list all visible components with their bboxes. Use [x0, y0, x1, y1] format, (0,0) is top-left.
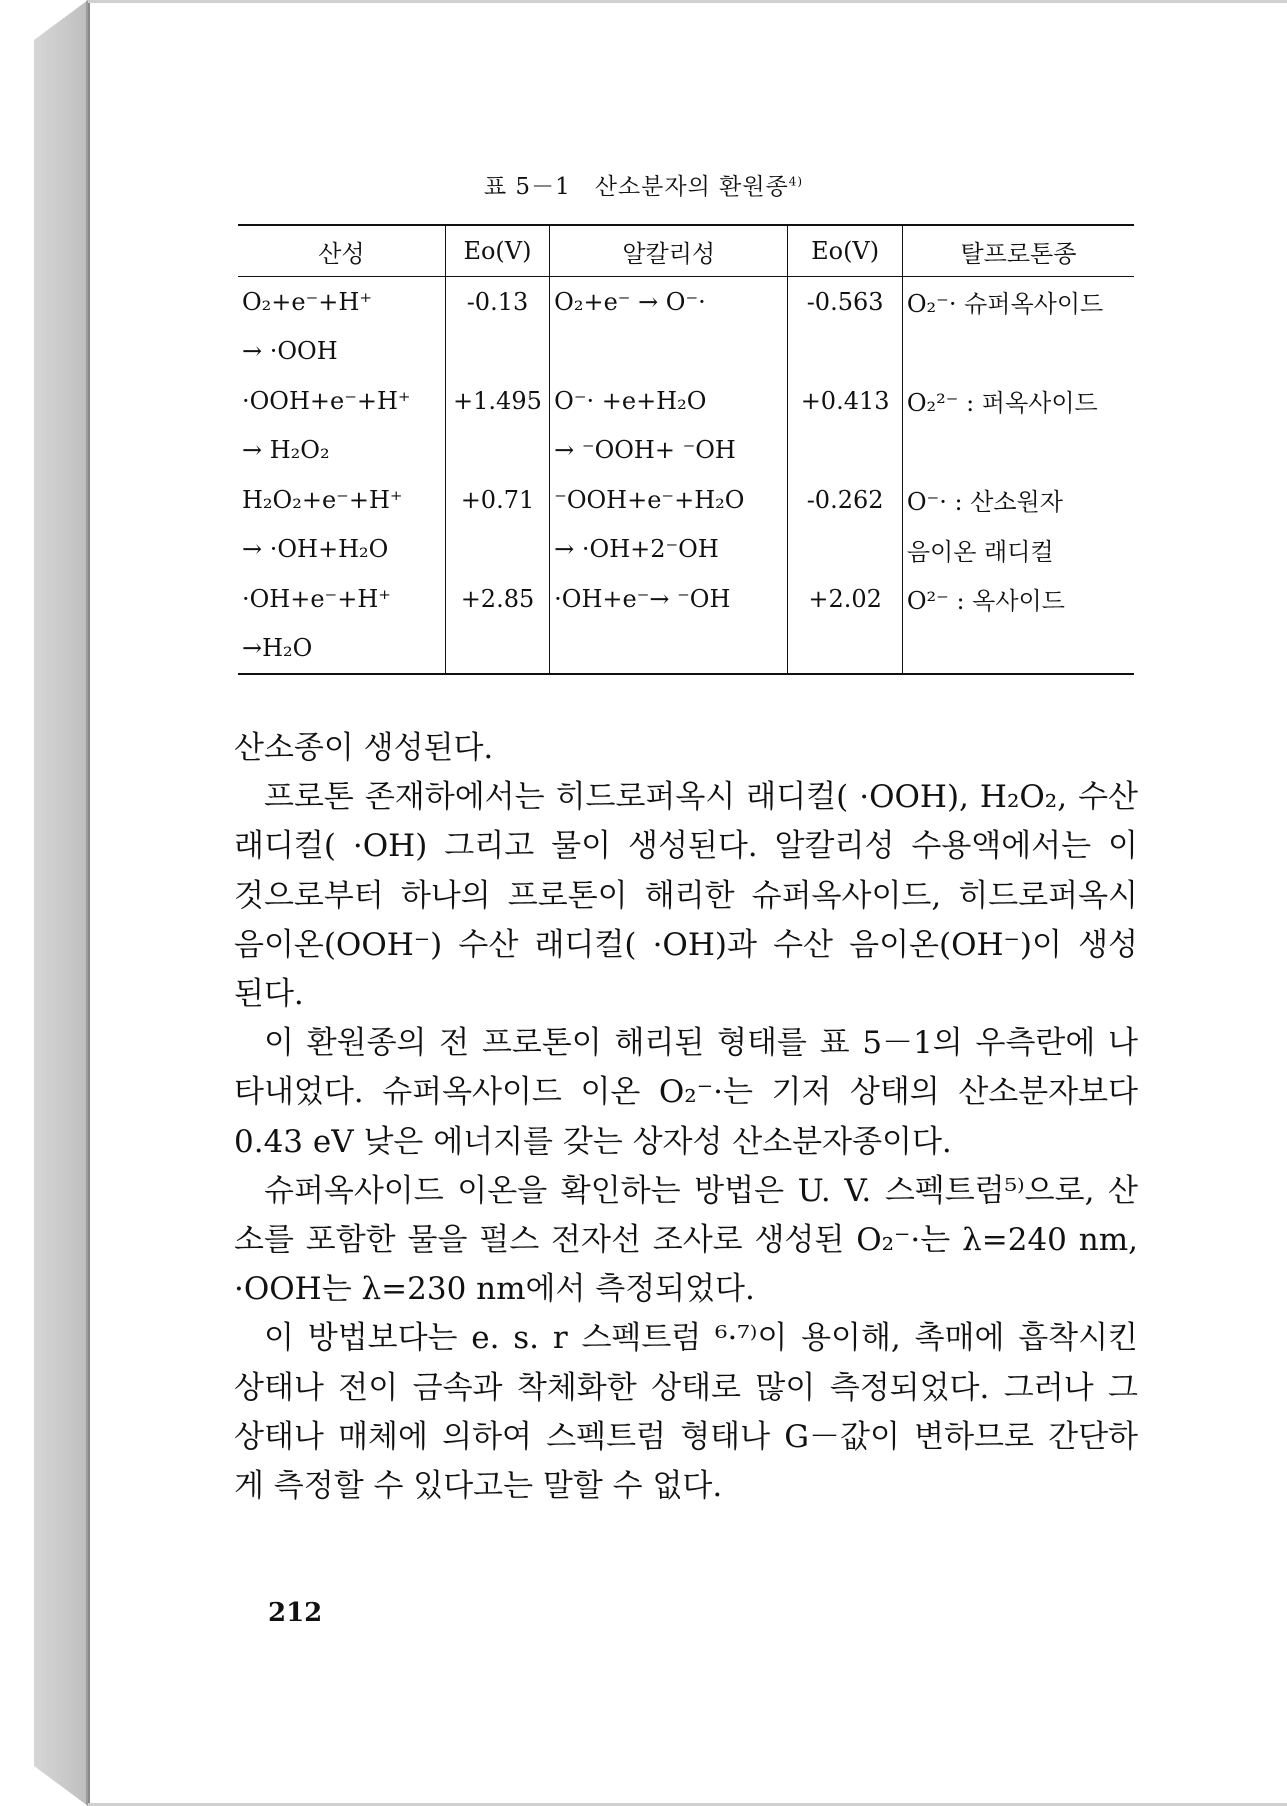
- table-cell: [788, 525, 903, 575]
- table-cell: →H₂O: [238, 624, 445, 675]
- table-cell: [445, 624, 549, 675]
- table-caption-text: 표 5－1 산소분자의 환원종: [483, 174, 789, 200]
- table-row: [238, 475, 1134, 525]
- table-row: [238, 376, 1134, 426]
- reduction-species-table: [238, 224, 1134, 675]
- table-cell: [788, 426, 903, 476]
- table-cell: ·OH+e⁻→ ⁻OH: [550, 574, 788, 624]
- table-caption: [0, 168, 1287, 201]
- table-cell: -0.13: [445, 277, 549, 327]
- text-line: 이 환원종의 전 프로톤이 해리된 형태를 표 5－1의 우측란에 나: [264, 1025, 1138, 1062]
- book-spine: [34, 0, 88, 1806]
- table-cell: → ·OH+2⁻OH: [550, 525, 788, 575]
- table-cell: [788, 327, 903, 377]
- table-cell: [788, 624, 903, 675]
- text-line: 래디컬( ·OH) 그리고 물이 생성된다. 알칼리성 수용액에서는 이: [234, 828, 1138, 865]
- table-cell: [445, 525, 549, 575]
- text-line: 것으로부터 하나의 프로톤이 해리한 슈퍼옥사이드, 히드로퍼옥시: [234, 877, 1138, 914]
- header-deprotonated: 탈프로톤종: [902, 225, 1134, 277]
- table-cell: +1.495: [445, 376, 549, 426]
- text-line: 0.43 eV 낮은 에너지를 갖는 상자성 산소분자종이다.: [234, 1123, 952, 1160]
- page-number: 212: [268, 1598, 323, 1628]
- text-line: 이 방법보다는 e. s. r 스펙트럼 ⁶·⁷⁾이 용이해, 촉매에 흡착시킨: [264, 1320, 1138, 1357]
- table-caption-ref: 4): [788, 174, 804, 189]
- table-row: [238, 624, 1134, 675]
- table-row: [238, 327, 1134, 377]
- table-cell: [550, 624, 788, 675]
- page-edge-top: [88, 0, 1287, 3]
- table-cell: -0.262: [788, 475, 903, 525]
- text-line: 타내었다. 슈퍼옥사이드 이온 O₂⁻·는 기저 상태의 산소분자보다: [234, 1074, 1138, 1111]
- text-line: 음이온(OOH⁻) 수산 래디컬( ·OH)과 수산 음이온(OH⁻)이 생성: [234, 926, 1138, 963]
- table-cell: +2.85: [445, 574, 549, 624]
- header-acidic: 산성: [238, 225, 445, 277]
- table-cell: ⁻OOH+e⁻+H₂O: [550, 475, 788, 525]
- table-cell: 음이온 래디컬: [906, 537, 1054, 566]
- header-eo-acidic: Eo(V): [445, 225, 549, 277]
- table-cell: [902, 624, 1134, 675]
- table-row: [238, 525, 1134, 575]
- text-line: 프로톤 존재하에서는 히드로퍼옥시 래디컬( ·OOH), H₂O₂, 수산: [264, 779, 1138, 816]
- table-cell: O₂²⁻ : 퍼옥사이드: [906, 389, 1098, 418]
- table-cell: O₂+e⁻+H⁺: [238, 277, 445, 327]
- table-cell: [445, 327, 549, 377]
- table-cell: [550, 327, 788, 377]
- text-line: 슈퍼옥사이드 이온을 확인하는 방법은 U. V. 스펙트럼⁵⁾으로, 산: [264, 1172, 1138, 1209]
- table-row: [238, 426, 1134, 476]
- table-cell: [902, 327, 1134, 377]
- table-cell: O⁻· : 산소원자: [906, 488, 1063, 517]
- table-cell: ·OOH+e⁻+H⁺: [238, 376, 445, 426]
- text-line: 소를 포함한 물을 펄스 전자선 조사로 생성된 O₂⁻·는 λ=240 nm,: [234, 1222, 1138, 1259]
- text-line: 상태나 전이 금속과 착체화한 상태로 많이 측정되었다. 그러나 그: [234, 1369, 1138, 1406]
- table-cell: → H₂O₂: [238, 426, 445, 476]
- body-text: [234, 724, 1138, 1511]
- header-eo-alkaline: Eo(V): [788, 225, 903, 277]
- table-cell: O₂⁻· 슈퍼옥사이드: [906, 290, 1104, 319]
- table-row: [238, 277, 1134, 327]
- text-line: 산소종이 생성된다.: [234, 730, 494, 766]
- table-cell: ·OH+e⁻+H⁺: [238, 574, 445, 624]
- table-cell: [902, 426, 1134, 476]
- table-cell: +0.413: [788, 376, 903, 426]
- table-cell: H₂O₂+e⁻+H⁺: [238, 475, 445, 525]
- table-cell: O⁻· +e+H₂O: [550, 376, 788, 426]
- table-row: [238, 574, 1134, 624]
- table-cell: → ⁻OOH+ ⁻OH: [550, 426, 788, 476]
- table-header-row: [238, 225, 1134, 277]
- table-cell: O²⁻ : 옥사이드: [906, 587, 1065, 616]
- table-cell: -0.563: [788, 277, 903, 327]
- text-line: 게 측정할 수 있다고는 말할 수 없다.: [234, 1468, 723, 1505]
- table-cell: O₂+e⁻ → O⁻·: [550, 277, 788, 327]
- table-cell: → ·OOH: [238, 327, 445, 377]
- table-cell: +2.02: [788, 574, 903, 624]
- text-line: 상태나 매체에 의하여 스펙트럼 형태나 G－값이 변하므로 간단하: [234, 1418, 1138, 1455]
- text-line: 된다.: [234, 976, 304, 1013]
- table-cell: +0.71: [445, 475, 549, 525]
- text-line: ·OOH는 λ=230 nm에서 측정되었다.: [234, 1271, 755, 1308]
- table-cell: → ·OH+H₂O: [238, 525, 445, 575]
- header-alkaline: 알칼리성: [550, 225, 788, 277]
- table-cell: [445, 426, 549, 476]
